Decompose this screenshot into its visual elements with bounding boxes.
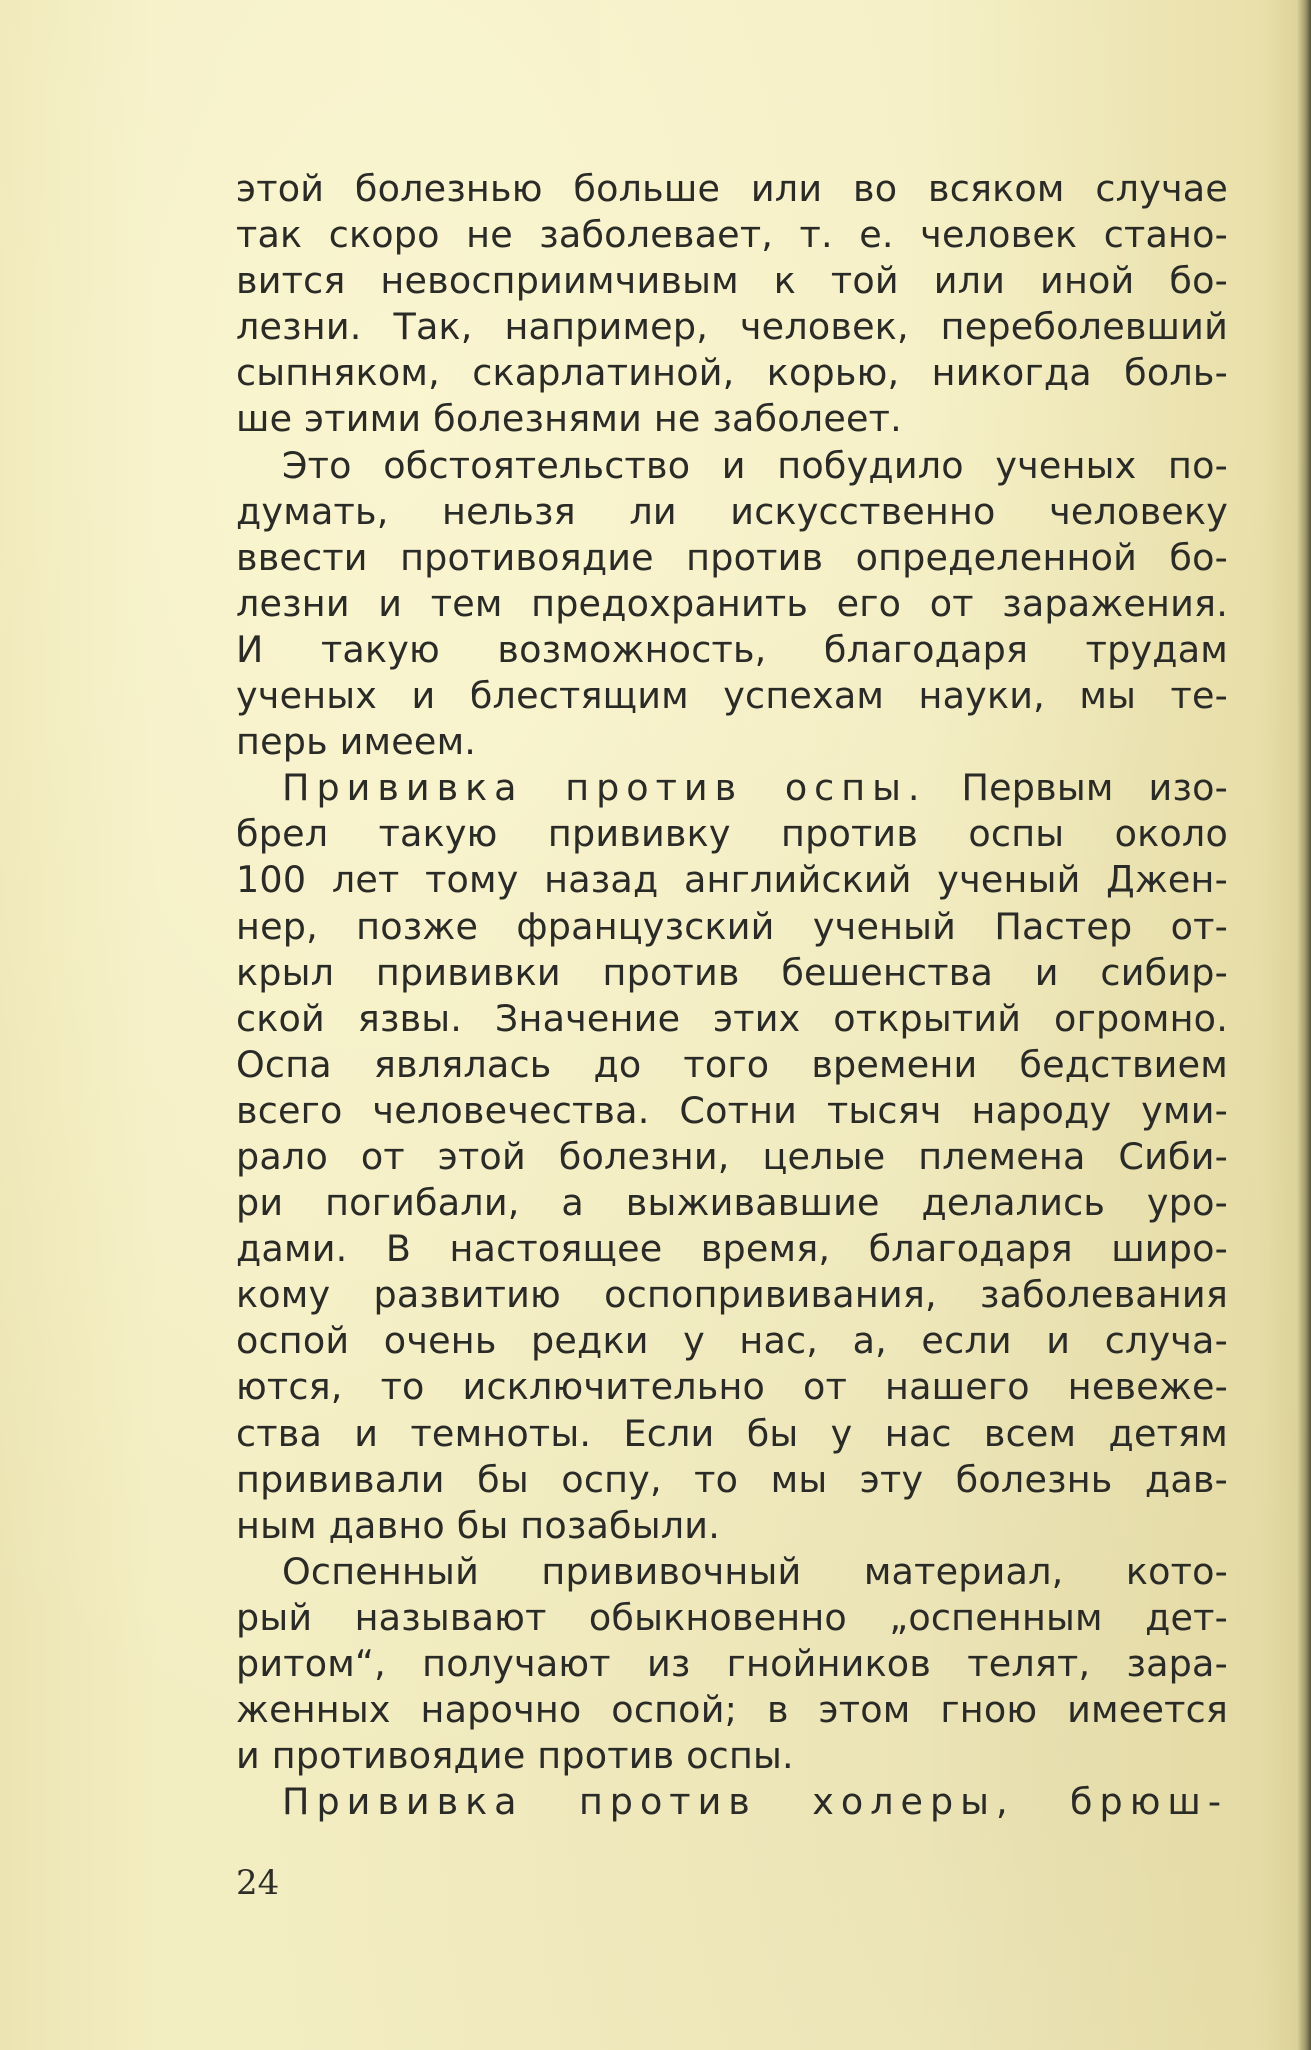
text-line: ритом“, получают из гнойников телят, зара- [236,1642,1228,1685]
text-line: перь имеем. [236,720,477,764]
text-line: женных нарочно оспой; в этом гною имеется [236,1688,1228,1732]
text-line: этой болезнью больше или во всяком случае [236,167,1228,210]
text-line: 100 лет тому назад английский ученый Джен- [236,858,1228,902]
text-line: вится невосприимчивым к той или иной бо- [236,259,1228,303]
page-number: 24 [236,1863,280,1903]
text-line: рый называют обыкновенно „оспенным дет- [236,1595,1228,1639]
text-line: Это обстоятельство и побудило ученых по- [282,443,1228,487]
text-line: брел такую прививку против оспы около [236,812,1228,856]
text-line: ным давно бы позабыли. [236,1503,721,1547]
text-line: Оспа являлась до того времени бедствием [236,1042,1228,1086]
text-line: лезни. Так, например, человек, переболевший [236,305,1228,349]
text-line: ри погибали, а выживавшие делались уро- [236,1181,1228,1225]
text-line: крыл прививки против бешенства и сибир- [236,950,1228,994]
text-line: дами. В настоящее время, благодаря широ- [236,1227,1228,1271]
text-line: ввести противоядие против определенной бо- [236,535,1228,579]
text-line: оспой очень редки у нас, а, если и случа- [236,1319,1228,1363]
section-heading: Прививка против оспы. [282,766,927,810]
text-line: ются, то исключительно от нашего невеже- [236,1365,1228,1409]
text-fragment: Первым изо- [926,766,1228,810]
text-line: ской язвы. Значение этих открытий огромно. [236,996,1228,1040]
text-line: кому развитию оспопрививания, заболевания [236,1273,1228,1317]
page-edge-shadow [1297,0,1311,2050]
text-line: И такую возможность, благодаря трудам [236,627,1228,671]
text-line: рало от этой болезни, целые племена Сиби- [236,1134,1228,1178]
text-line: всего человечества. Сотни тысяч народу уми- [236,1088,1228,1132]
text-line: так скоро не заболевает, т. е. человек стано- [236,213,1228,257]
body-text [236,166,1228,1825]
text-line: думать, нельзя ли искусственно человеку [236,489,1228,533]
text-line: сыпняком, скарлатиной, корью, никогда боль- [236,351,1228,395]
text-line: Оспенный прививочный материал, кото- [282,1549,1228,1593]
text-line: ше этими болезнями не заболеет. [236,397,902,441]
text-line [236,765,1228,811]
text-line: ства и темноты. Если бы у нас всем детям [236,1411,1228,1455]
section-heading: Прививка против холеры, брюш- [282,1780,1228,1824]
text-line [236,1779,1228,1825]
text-line: прививали бы оспу, то мы эту болезнь дав- [236,1457,1228,1501]
text-line: нер, позже французский ученый Пастер от- [236,904,1228,948]
text-line: ученых и блестящим успехам науки, мы те- [236,674,1228,718]
text-line: лезни и тем предохранить его от заражения. [236,581,1228,625]
text-line: и противоядие против оспы. [236,1734,794,1778]
